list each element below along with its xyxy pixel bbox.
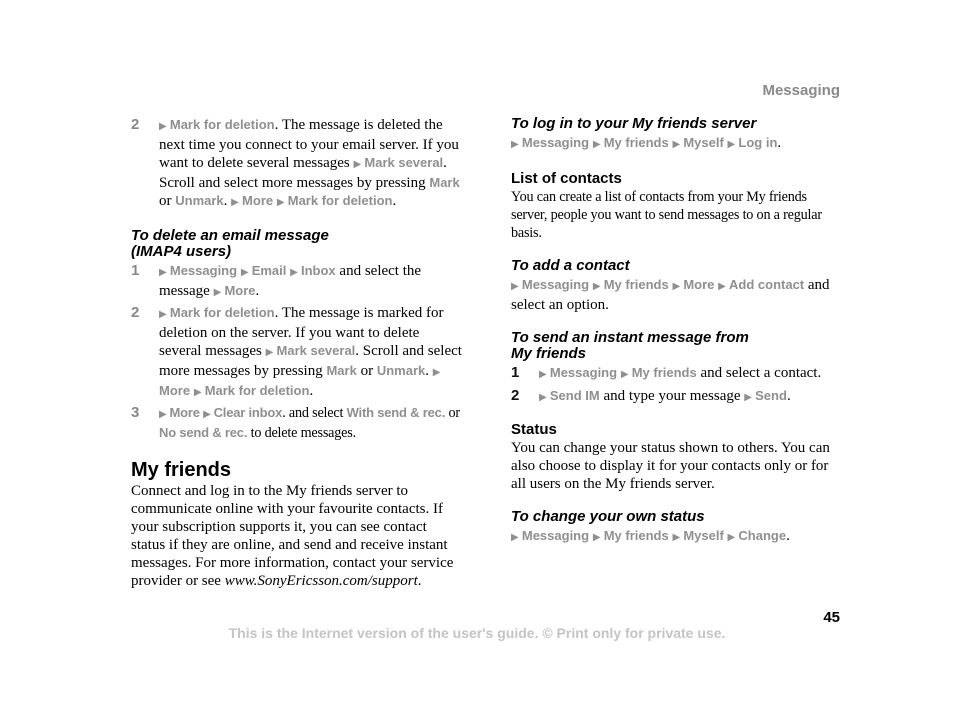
heading-line: To send an instant message from — [511, 329, 749, 346]
text: . Scroll and select more messages by pressing — [159, 343, 462, 379]
step-text — [159, 404, 463, 442]
arrow-icon: ▶ — [672, 139, 684, 150]
menu-item: Mark for deletion — [169, 117, 275, 132]
text: . — [786, 388, 791, 404]
login-path — [511, 134, 841, 154]
heading-line: My friends — [511, 345, 587, 362]
menu-item: Unmark — [376, 363, 426, 378]
section-header: Messaging — [762, 82, 840, 99]
left-column — [131, 116, 463, 590]
step-text — [159, 262, 463, 302]
text: . — [392, 193, 397, 209]
my-friends-paragraph — [131, 482, 463, 590]
arrow-icon: ▶ — [213, 287, 225, 298]
arrow-icon: ▶ — [592, 139, 604, 150]
login-heading: To log in to your My friends server — [511, 115, 757, 132]
menu-item: Myself — [683, 528, 724, 543]
menu-item: Messaging — [549, 365, 618, 380]
arrow-icon: ▶ — [727, 532, 739, 543]
imap-step-3 — [131, 404, 463, 442]
menu-item: Mark for deletion — [169, 305, 275, 320]
heading-line: To delete an email message — [131, 227, 329, 244]
step-text — [539, 387, 841, 407]
menu-item: Change — [738, 528, 787, 543]
arrow-icon: ▶ — [592, 532, 604, 543]
send-heading — [511, 330, 841, 362]
menu-item: Mark for deletion — [287, 193, 393, 208]
menu-item: Mark — [326, 363, 357, 378]
step-number: 3 — [131, 404, 140, 421]
menu-item: More — [159, 383, 191, 398]
step-number: 1 — [511, 364, 520, 381]
arrow-icon: ▶ — [511, 532, 522, 543]
menu-item: Messaging — [521, 135, 590, 150]
arrow-icon: ▶ — [672, 532, 684, 543]
menu-item: Messaging — [521, 528, 590, 543]
text: If your subscription supports it, you can see contact status if they are online, and send and receive instant messages. For more information, contact your service provider or see — [131, 501, 454, 589]
menu-item: Mark — [429, 175, 460, 190]
add-heading: To add a contact — [511, 257, 630, 274]
arrow-icon: ▶ — [511, 281, 522, 292]
arrow-icon: ▶ — [159, 267, 170, 278]
menu-item: My friends — [603, 528, 669, 543]
menu-item: No send & rec. — [159, 425, 248, 440]
menu-item: Log in — [738, 135, 778, 150]
text: and select the message — [159, 263, 422, 299]
menu-item: Mark several — [364, 155, 444, 170]
menu-item: Mark for deletion — [204, 383, 310, 398]
step-text — [539, 364, 841, 384]
arrow-icon: ▶ — [203, 409, 214, 420]
step-number: 1 — [131, 262, 140, 279]
arrow-icon: ▶ — [672, 281, 684, 292]
menu-item: Clear inbox — [213, 405, 283, 420]
menu-item: More — [169, 405, 200, 420]
footer-notice: This is the Internet version of the user's guide. © Print only for private use. — [228, 625, 726, 641]
support-url: www.SonyEricsson.com/support — [224, 573, 418, 589]
text: . — [417, 573, 422, 589]
arrow-icon: ▶ — [353, 159, 365, 170]
arrow-icon: ▶ — [511, 139, 522, 150]
my-friends-title: My friends — [131, 459, 232, 481]
arrow-icon: ▶ — [592, 281, 604, 292]
page-number: 45 — [823, 609, 840, 626]
text: and select an option. — [511, 277, 830, 313]
menu-item: More — [242, 193, 274, 208]
change-heading: To change your own status — [511, 508, 705, 525]
text: or — [356, 363, 377, 379]
menu-item: My friends — [603, 135, 669, 150]
imap-step-1 — [131, 262, 463, 302]
step-text — [159, 304, 463, 402]
text: to delete messages. — [247, 425, 356, 441]
arrow-icon: ▶ — [727, 139, 739, 150]
send-step-1 — [511, 364, 841, 384]
menu-item: More — [224, 283, 256, 298]
delete-step-2 — [131, 116, 463, 212]
step-number: 2 — [131, 116, 140, 133]
step-number: 2 — [511, 387, 520, 404]
add-path — [511, 276, 841, 314]
imap-heading — [131, 228, 463, 260]
menu-item: My friends — [603, 277, 669, 292]
text: . — [786, 528, 790, 544]
menu-item: Send — [755, 388, 787, 403]
arrow-icon: ▶ — [159, 409, 170, 420]
text: . — [309, 383, 314, 399]
arrow-icon: ▶ — [620, 369, 632, 380]
text: and select a contact. — [696, 365, 822, 381]
menu-item: More — [683, 277, 715, 292]
menu-item: Email — [251, 263, 287, 278]
arrow-icon: ▶ — [744, 392, 756, 403]
arrow-icon: ▶ — [276, 197, 288, 208]
menu-item: Messaging — [169, 263, 238, 278]
status-heading: Status — [511, 421, 557, 438]
list-text: You can create a list of contacts from your My friends server, people you want to send messages to on a regular basis. — [511, 189, 822, 241]
status-text: You can change your status shown to others. You can also choose to display it for your contacts only or for all users on the My friends server. — [511, 440, 830, 492]
send-step-2 — [511, 387, 841, 407]
heading-line: (IMAP4 users) — [131, 243, 232, 260]
text: or — [445, 405, 460, 421]
step-text — [159, 116, 463, 212]
arrow-icon: ▶ — [193, 387, 205, 398]
menu-item: Inbox — [301, 263, 336, 278]
menu-item: Myself — [683, 135, 724, 150]
text: . — [777, 135, 782, 151]
text: and type your message — [599, 388, 745, 404]
menu-item: Messaging — [521, 277, 590, 292]
step-number: 2 — [131, 304, 140, 321]
arrow-icon: ▶ — [432, 367, 441, 378]
text: . — [425, 363, 433, 379]
arrow-icon: ▶ — [539, 392, 550, 403]
text: . The message is deleted the next time you connect to your email server. If you want to delete several messages — [159, 117, 459, 171]
arrow-icon: ▶ — [231, 197, 243, 208]
list-heading: List of contacts — [511, 170, 622, 187]
imap-step-2 — [131, 304, 463, 402]
arrow-icon: ▶ — [718, 281, 730, 292]
text: . Scroll and select more messages by pressing — [159, 155, 447, 191]
arrow-icon: ▶ — [159, 309, 170, 320]
text: . The message is marked for deletion on the server. If you want to delete several messages — [159, 305, 444, 359]
menu-item: My friends — [631, 365, 697, 380]
arrow-icon: ▶ — [539, 369, 550, 380]
menu-item: With send & rec. — [346, 405, 446, 420]
change-path — [511, 527, 841, 547]
text: . — [255, 283, 260, 299]
menu-item: Mark several — [276, 343, 356, 358]
menu-item: Add contact — [729, 277, 805, 292]
menu-item: Send IM — [549, 388, 600, 403]
arrow-icon: ▶ — [265, 347, 277, 358]
text: . — [223, 193, 232, 209]
menu-item: Unmark — [175, 193, 224, 208]
right-column — [511, 116, 841, 547]
arrow-icon: ▶ — [159, 121, 170, 132]
text: . and select — [282, 405, 347, 421]
arrow-icon: ▶ — [240, 267, 252, 278]
arrow-icon: ▶ — [290, 267, 301, 278]
text: Connect and log in to the My friends server to communicate online with your favourite contacts. — [131, 483, 433, 517]
text: or — [159, 193, 176, 209]
